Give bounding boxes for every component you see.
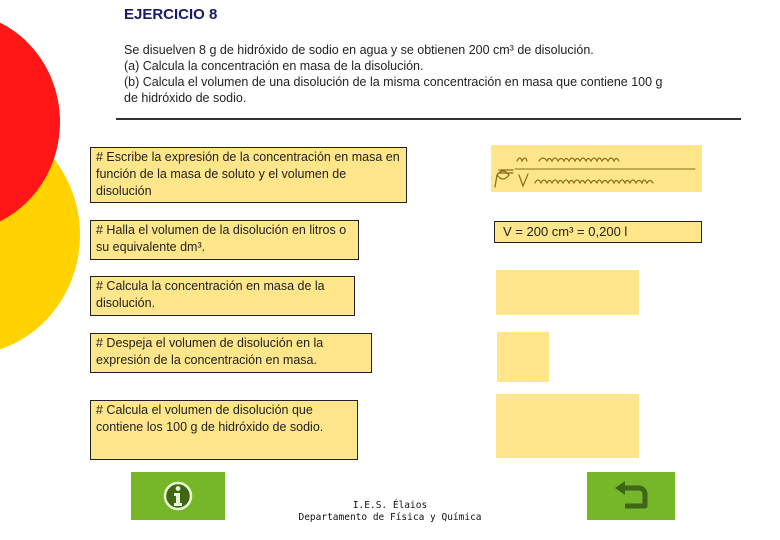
answer-slot-isolate-volume[interactable] xyxy=(497,332,549,382)
exercise-title: EJERCICIO 8 xyxy=(124,6,218,23)
step-2-instruction: # Halla el volumen de la disolución en litros o su equivalente dm³. xyxy=(90,220,359,260)
footer-school: I.E.S. Élaios xyxy=(352,500,428,511)
volume-answer[interactable]: V = 200 cm³ = 0,200 l xyxy=(494,221,702,243)
return-button[interactable] xyxy=(587,472,675,520)
statement-line: (a) Calcula la concentración en masa de la disolución. xyxy=(124,59,424,73)
info-button[interactable] xyxy=(131,472,225,520)
footer-department: Departamento de Física y Química xyxy=(298,512,482,523)
step-3-instruction: # Calcula la concentración en masa de la disolución. xyxy=(90,276,355,316)
statement-line: de hidróxido de sodio. xyxy=(124,91,247,105)
problem-statement xyxy=(124,42,739,106)
statement-line: (b) Calcula el volumen de una disolución de la misma concentración en masa que contiene 100 g xyxy=(124,75,663,89)
formula-scribble xyxy=(491,145,702,192)
concentration-formula-image[interactable] xyxy=(491,145,702,192)
divider xyxy=(116,118,741,120)
answer-slot-concentration[interactable] xyxy=(496,270,639,315)
footer xyxy=(290,500,490,524)
step-4-instruction: # Despeja el volumen de disolución en la expresión de la concentración en masa. xyxy=(90,333,372,373)
answer-slot-final-volume[interactable] xyxy=(496,394,639,458)
statement-line: Se disuelven 8 g de hidróxido de sodio en agua y se obtienen 200 cm³ de disolución. xyxy=(124,43,594,57)
info-icon xyxy=(163,479,193,513)
return-icon xyxy=(611,480,651,512)
step-5-instruction: # Calcula el volumen de disolución que contiene los 100 g de hidróxido de sodio. xyxy=(90,400,358,460)
step-1-instruction: # Escribe la expresión de la concentración en masa en función de la masa de soluto y el volumen de disolución xyxy=(90,147,407,203)
